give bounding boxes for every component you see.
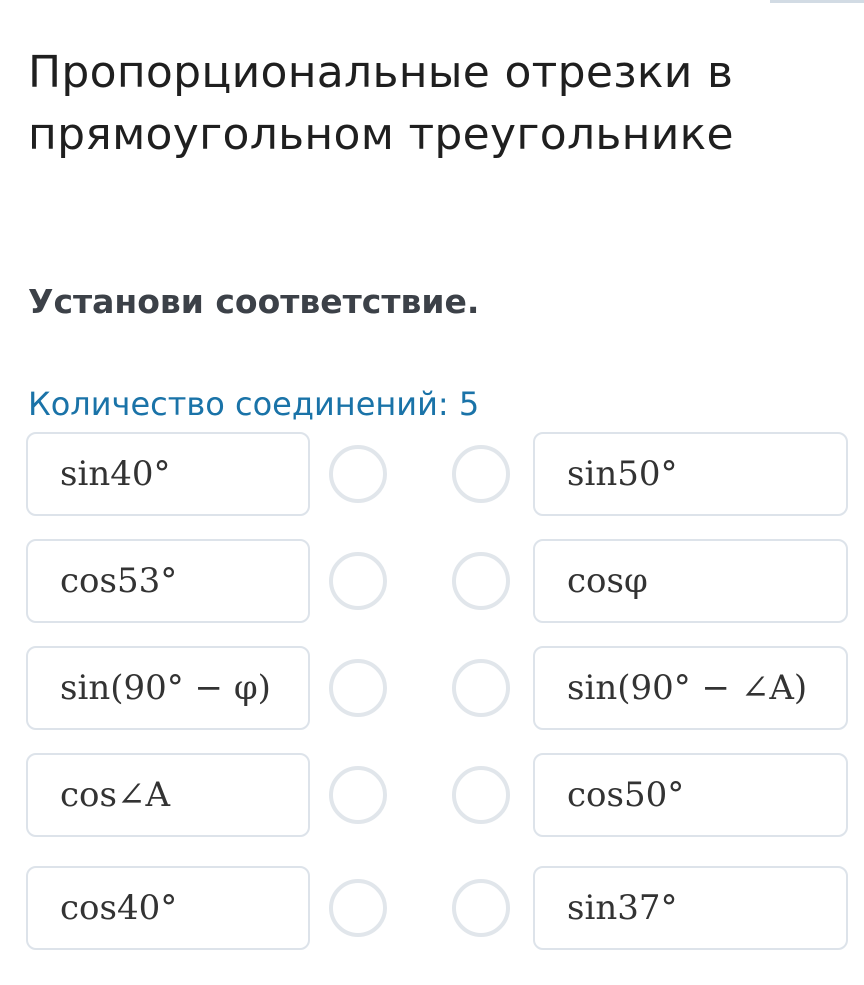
match-row xyxy=(26,539,848,627)
left-option-card[interactable] xyxy=(26,646,310,730)
right-option-label: cosφ xyxy=(567,561,648,601)
right-option-label: sin37° xyxy=(567,888,678,928)
page-title: Пропорциональные отрезки в прямоугольном треугольнике xyxy=(28,47,734,160)
match-row xyxy=(26,753,848,841)
right-option-card[interactable] xyxy=(533,753,848,837)
right-option-label: sin(90° − ∠A) xyxy=(567,668,808,708)
right-connector-circle-icon[interactable] xyxy=(452,659,510,717)
right-option-card[interactable] xyxy=(533,866,848,950)
connections-count: Количество соединений: 5 xyxy=(28,385,480,423)
task-instruction: Установи соответствие. xyxy=(28,282,480,321)
left-option-card[interactable] xyxy=(26,866,310,950)
right-option-card[interactable] xyxy=(533,432,848,516)
match-row xyxy=(26,432,848,520)
right-option-label: cos50° xyxy=(567,775,685,815)
left-connector-circle-icon[interactable] xyxy=(329,659,387,717)
right-connector-circle-icon[interactable] xyxy=(452,766,510,824)
left-option-label: cos53° xyxy=(60,561,178,601)
left-option-card[interactable] xyxy=(26,432,310,516)
left-connector-circle-icon[interactable] xyxy=(329,445,387,503)
right-option-label: sin50° xyxy=(567,454,678,494)
left-connector-circle-icon[interactable] xyxy=(329,879,387,937)
right-connector-circle-icon[interactable] xyxy=(452,879,510,937)
left-option-label: sin(90° − φ) xyxy=(60,668,271,708)
left-option-label: cos∠A xyxy=(60,775,171,815)
match-row xyxy=(26,646,848,734)
left-connector-circle-icon[interactable] xyxy=(329,552,387,610)
left-option-label: sin40° xyxy=(60,454,171,494)
left-option-card[interactable] xyxy=(26,539,310,623)
left-option-label: cos40° xyxy=(60,888,178,928)
match-row xyxy=(26,866,848,954)
right-option-card[interactable] xyxy=(533,646,848,730)
right-connector-circle-icon[interactable] xyxy=(452,552,510,610)
right-option-card[interactable] xyxy=(533,539,848,623)
left-connector-circle-icon[interactable] xyxy=(329,766,387,824)
left-option-card[interactable] xyxy=(26,753,310,837)
top-divider xyxy=(770,0,864,3)
right-connector-circle-icon[interactable] xyxy=(452,445,510,503)
